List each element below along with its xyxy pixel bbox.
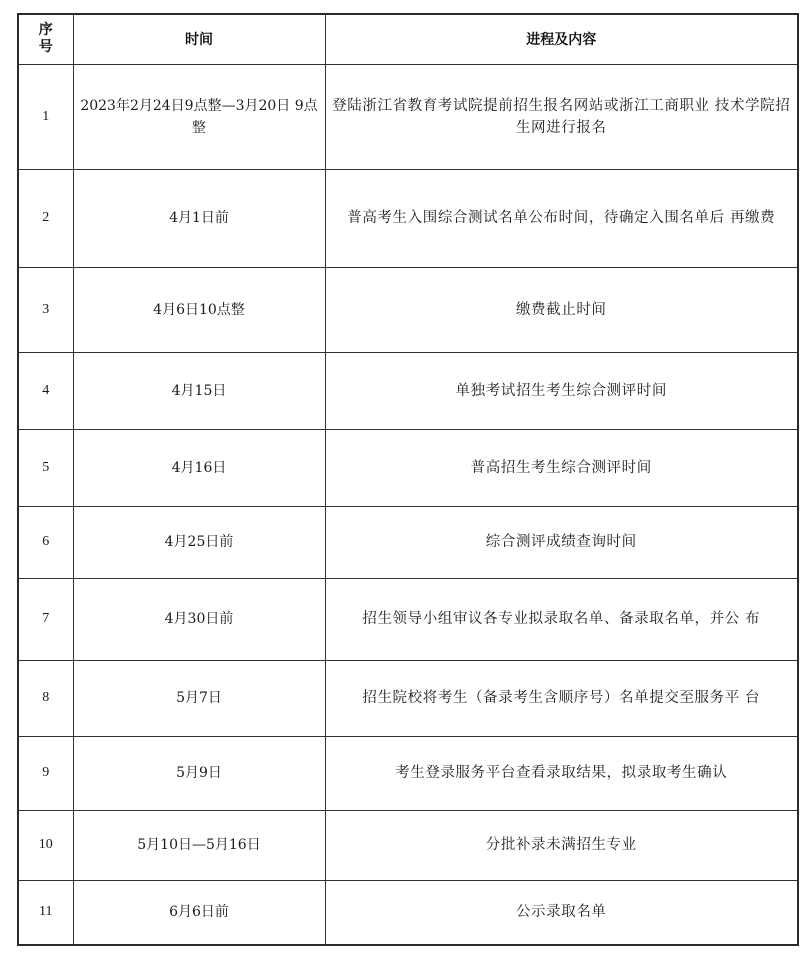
row-time: 5月10日—5月16日 — [73, 810, 325, 880]
table-row — [18, 736, 798, 810]
table-row — [18, 578, 798, 660]
row-number: 2 — [18, 169, 73, 267]
row-content: 单独考试招生考生综合测评时间 — [325, 352, 798, 429]
row-time: 4月6日10点整 — [73, 267, 325, 352]
header-time: 时间 — [73, 14, 325, 64]
table-row — [18, 267, 798, 352]
table-row — [18, 429, 798, 506]
table-row — [18, 660, 798, 736]
row-time: 2023年2月24日9点整—3月20日 9点整 — [73, 64, 325, 169]
row-number: 1 — [18, 64, 73, 169]
row-number: 7 — [18, 578, 73, 660]
row-number: 6 — [18, 506, 73, 578]
row-content: 综合测评成绩查询时间 — [325, 506, 798, 578]
row-number: 5 — [18, 429, 73, 506]
row-time: 6月6日前 — [73, 880, 325, 945]
header-content: 进程及内容 — [325, 14, 798, 64]
row-content: 缴费截止时间 — [325, 267, 798, 352]
row-number: 10 — [18, 810, 73, 880]
row-time: 5月7日 — [73, 660, 325, 736]
row-content: 普高招生考生综合测评时间 — [325, 429, 798, 506]
row-number: 8 — [18, 660, 73, 736]
row-time: 4月1日前 — [73, 169, 325, 267]
row-time: 4月25日前 — [73, 506, 325, 578]
row-content: 招生院校将考生（备录考生含顺序号）名单提交至服务平 台 — [325, 660, 798, 736]
row-content: 分批补录未满招生专业 — [325, 810, 798, 880]
row-content: 登陆浙江省教育考试院提前招生报名网站或浙江工商职业 技术学院招生网进行报名 — [325, 64, 798, 169]
row-content: 普高考生入围综合测试名单公布时间，待确定入围名单后 再缴费 — [325, 169, 798, 267]
row-number: 3 — [18, 267, 73, 352]
header-number — [18, 14, 73, 64]
header-number-line2: 号 — [38, 39, 53, 56]
row-number: 11 — [18, 880, 73, 945]
row-content: 公示录取名单 — [325, 880, 798, 945]
table-row — [18, 880, 798, 945]
row-number: 9 — [18, 736, 73, 810]
table-row — [18, 64, 798, 169]
row-time: 4月30日前 — [73, 578, 325, 660]
admission-schedule-table — [17, 13, 799, 946]
table-row — [18, 810, 798, 880]
row-time: 4月16日 — [73, 429, 325, 506]
table-row — [18, 352, 798, 429]
row-time: 4月15日 — [73, 352, 325, 429]
row-number: 4 — [18, 352, 73, 429]
table-header-row — [18, 14, 798, 64]
table-row — [18, 506, 798, 578]
row-time: 5月9日 — [73, 736, 325, 810]
header-number-line1: 序 — [38, 22, 53, 39]
row-content: 考生登录服务平台查看录取结果，拟录取考生确认 — [325, 736, 798, 810]
row-content: 招生领导小组审议各专业拟录取名单、备录取名单，并公 布 — [325, 578, 798, 660]
table-row — [18, 169, 798, 267]
